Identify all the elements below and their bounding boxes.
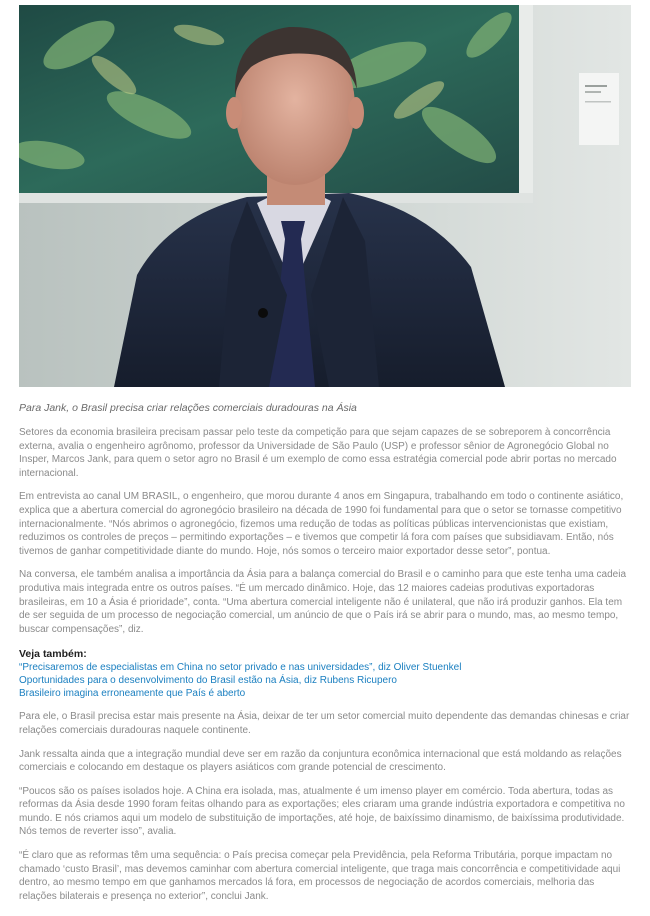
related-link[interactable]: Brasileiro imagina erroneamente que País é aberto bbox=[19, 688, 246, 700]
photo-caption: Para Jank, o Brasil precisa criar relações comerciais duradouras na Ásia bbox=[19, 402, 357, 414]
related-link[interactable]: Oportunidades para o desenvolvimento do Brasil estão na Ásia, diz Rubens Ricupero bbox=[19, 675, 397, 687]
paragraph: “É claro que as reformas têm uma sequência: o País precisa começar pela Previdência, pela Reforma Tributária, porque impactam no chamado ‘custo Brasil’, mas devemos caminhar com abertura comercial inteligente, que traga mais concorrência e competitividade aqui dentro, ao mesmo tempo em que ganhamos mercados lá fora, em processos de negociação de acordos comerciais, melhoria das relações bilaterais e presença no exterior”, conclui Jank. bbox=[19, 850, 621, 902]
article bbox=[19, 5, 631, 903]
paragraph: Na conversa, ele também analisa a importância da Ásia para a balança comercial do Brasil e o caminho para que este tenha uma cadeia produtiva mais integrada entre os outros países. “É um mercado dinâmico. Hoje, das 12 maiores cadeias produtivas exportadoras brasileiras, em 10 a Ásia é prioridade”, conta. “Uma abertura comercial inteligente não é unilateral, que não irá produzir ganhos. Ela tem de ser seguida de um processo de negociação comercial, um anúncio de que o País irá se abrir para o mundo, mas, ao mesmo tempo, buscar compensações”, diz. bbox=[19, 569, 627, 635]
paragraph: Para ele, o Brasil precisa estar mais presente na Ásia, deixar de ter um setor comercial muito dependente das demandas chinesas e criar relações comerciais duradouras naquele continente. bbox=[19, 711, 630, 736]
see-also-section bbox=[19, 648, 631, 700]
paragraph: Jank ressalta ainda que a integração mundial deve ser em razão da conjuntura econômica internacional que está moldando as relações comerciais e colocando em destaque os players asiáticos com grande potencial de crescimento. bbox=[19, 748, 622, 774]
paragraph: “Poucos são os países isolados hoje. A China era isolada, mas, atualmente é um imenso player em comércio. Toda abertura, todas as reformas da Ásia desde 1990 foram feitas olhando para as exportações; eles criaram uma grande indústria exportadora e competitiva no mundo. E nós criamos aqui um modelo de substituição de importações, até hoje, de baixíssimo dinamismo, de baixíssima produtividade. Nós temos de reverter isso”, avalia. bbox=[19, 785, 625, 838]
see-also-title: Veja também: bbox=[19, 648, 87, 661]
article-photo bbox=[19, 5, 631, 387]
related-link[interactable]: “Precisaremos de especialistas em China no setor privado e nas universidades”, diz Oliver Stuenkel bbox=[19, 662, 462, 674]
paragraph: Setores da economia brasileira precisam passar pelo teste da competição para que sejam capazes de se sobreporem à concorrência externa, avalia o engenheiro agrônomo, professor da Universidade de São Paulo (USP) e professor sênior de Agronegócio Global no Insper, Marcos Jank, para quem o setor agro no Brasil é um exemplo de como essa estratégia comercial pode abrir portas no mercado internacional. bbox=[19, 427, 617, 479]
paragraph: Em entrevista ao canal UM BRASIL, o engenheiro, que morou durante 4 anos em Singapura, trabalhando em todo o continente asiático, explica que a abertura comercial do agronegócio brasileiro na década de 1990 foi fundamental para que o setor se tornasse competitivo internacionalmente. “Nós abrimos o agronegócio, fizemos uma redução de todas as políticas públicas intervencionistas que existiam, reduzimos os controles de preços – permitindo exportações – e tivemos que competir lá fora com países que subsidiavam. Então, nós tivemos de ganhar competitividade diante do mundo. Hoje, nós somos o terceiro maior exportador desse setor”, pontua. bbox=[19, 491, 624, 557]
